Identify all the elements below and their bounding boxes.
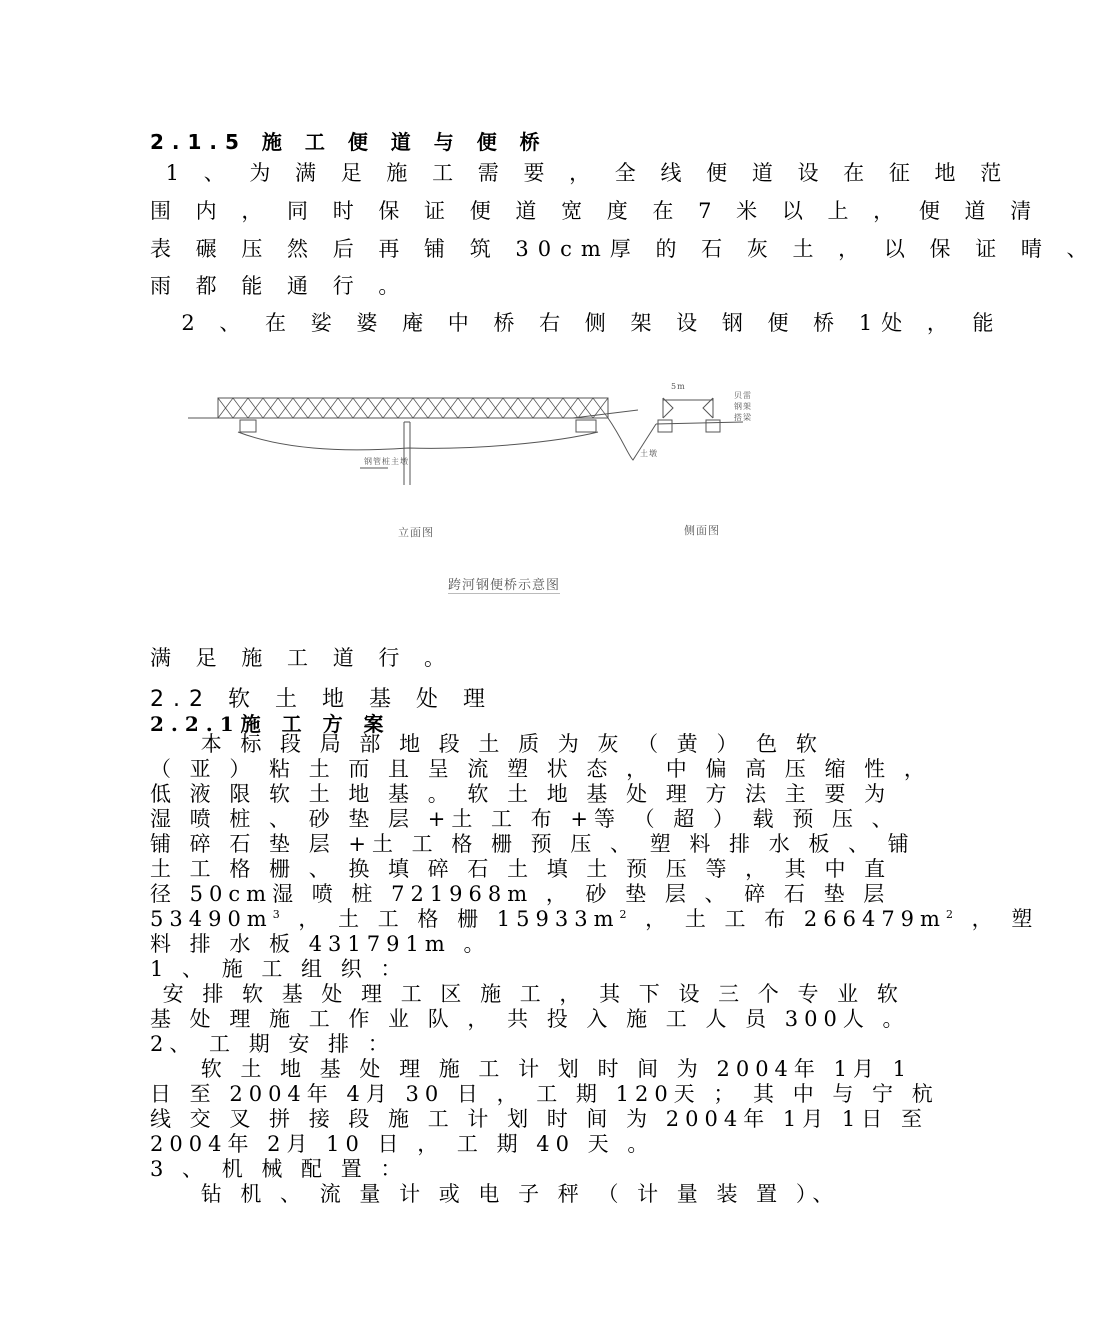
paragraph-line: 1 、 为 满 足 施 工 需 要 ， 全 线 便 道 设 在 征 地 范 <box>150 161 1011 185</box>
subsection-title: 2、 工 期 安 排 ： <box>150 1032 395 1056</box>
paragraph-line: 雨 都 能 通 行 。 <box>150 274 409 298</box>
section-heading-2-1-5: 2.1.5 施 工 便 道 与 便 桥 <box>150 130 548 154</box>
paragraph-line: 2 、 在 娑 婆 庵 中 桥 右 侧 架 设 钢 便 桥 1处 ， 能 <box>150 311 1003 335</box>
bridge-diagram <box>178 360 758 600</box>
paragraph-line: 湿 喷 桩 、 砂 垫 层 +土 工 布 +等 （ 超 ） 载 预 压 、 <box>150 807 899 831</box>
paragraph-line: $53490m^3$ ， 土 工 格 栅 $15933m^2$ ， 土 工 布 $266479m^2$ ， 塑 <box>150 907 1039 931</box>
paragraph-line: 表 碾 压 然 后 再 铺 筑 30cm厚 的 石 灰 土 ， 以 保 证 晴 、 <box>150 237 1097 261</box>
paragraph-line: 基 处 理 施 工 作 业 队 ， 共 投 入 施 工 人 员 300人 。 <box>150 1007 910 1031</box>
paragraph-line: 2004年 2月 10 日 ， 工 期 40 天 。 <box>150 1132 655 1156</box>
elevation-view-label: 立面图 <box>398 526 434 539</box>
section-heading-2-2-1: 2.2.1施 工 方 案 <box>150 712 391 736</box>
paragraph-line: 围 内 ， 同 时 保 证 便 道 宽 度 在 7 米 以 上 ， 便 道 清 <box>150 199 1041 223</box>
paragraph-line: 低 液 限 软 土 地 基 。 软 土 地 基 处 理 方 法 主 要 为 <box>150 782 892 806</box>
paragraph-line: 满 足 施 工 道 行 。 <box>150 646 455 670</box>
section-heading-2-2: 2.2 软 土 地 基 处 理 <box>150 687 494 712</box>
paragraph-line: 安 排 软 基 处 理 工 区 施 工 ， 其 下 设 三 个 专 业 软 <box>150 982 904 1006</box>
annotation-pile: 钢管桩主墩 <box>364 457 409 466</box>
paragraph-line: 线 交 叉 拼 接 段 施 工 计 划 时 间 为 2004年 1月 1日 至 <box>150 1107 928 1131</box>
paragraph-line: 土 工 格 栅 、 换 填 碎 石 土 填 土 预 压 等 ， 其 中 直 <box>150 857 892 881</box>
paragraph-line: 径 50cm湿 喷 桩 721968m ， 砂 垫 层 、 碎 石 垫 层 <box>150 882 891 906</box>
side-view-label: 侧面图 <box>684 524 720 537</box>
subsection-title: 1 、 施 工 组 织 ： <box>150 957 408 981</box>
subsection-title: 3 、 机 械 配 置 ： <box>150 1157 408 1181</box>
paragraph-line: 本 标 段 局 部 地 段 土 质 为 灰 （ 黄 ） 色 软 <box>150 732 823 756</box>
paragraph-line: 料 排 水 板 431791m 。 <box>150 932 491 956</box>
paragraph-line: 钻 机 、 流 量 计 或 电 子 秤 （ 计 量 装 置 ）、 <box>150 1182 840 1206</box>
bridge-drawing <box>178 360 758 600</box>
paragraph-line: （ 亚 ） 粘 土 而 且 呈 流 塑 状 态 ， 中 偏 高 压 缩 性 ， <box>150 757 931 781</box>
figure-caption: 跨河钢便桥示意图 <box>448 574 560 594</box>
annotation-soil: 土墩 <box>640 449 658 458</box>
paragraph-line: 日 至 2004年 4月 30 日 ， 工 期 120天 ； 其 中 与 宁 杭 <box>150 1082 939 1106</box>
dimension-label: 5m <box>671 382 686 391</box>
paragraph-line: 软 土 地 基 处 理 施 工 计 划 时 间 为 2004年 1月 1 <box>150 1057 912 1081</box>
annotation-steel: 贝雷钢架搭梁 <box>734 391 752 422</box>
paragraph-line: 铺 碎 石 垫 层 +土 工 格 栅 预 压 、 塑 料 排 水 板 、 铺 <box>150 832 915 856</box>
